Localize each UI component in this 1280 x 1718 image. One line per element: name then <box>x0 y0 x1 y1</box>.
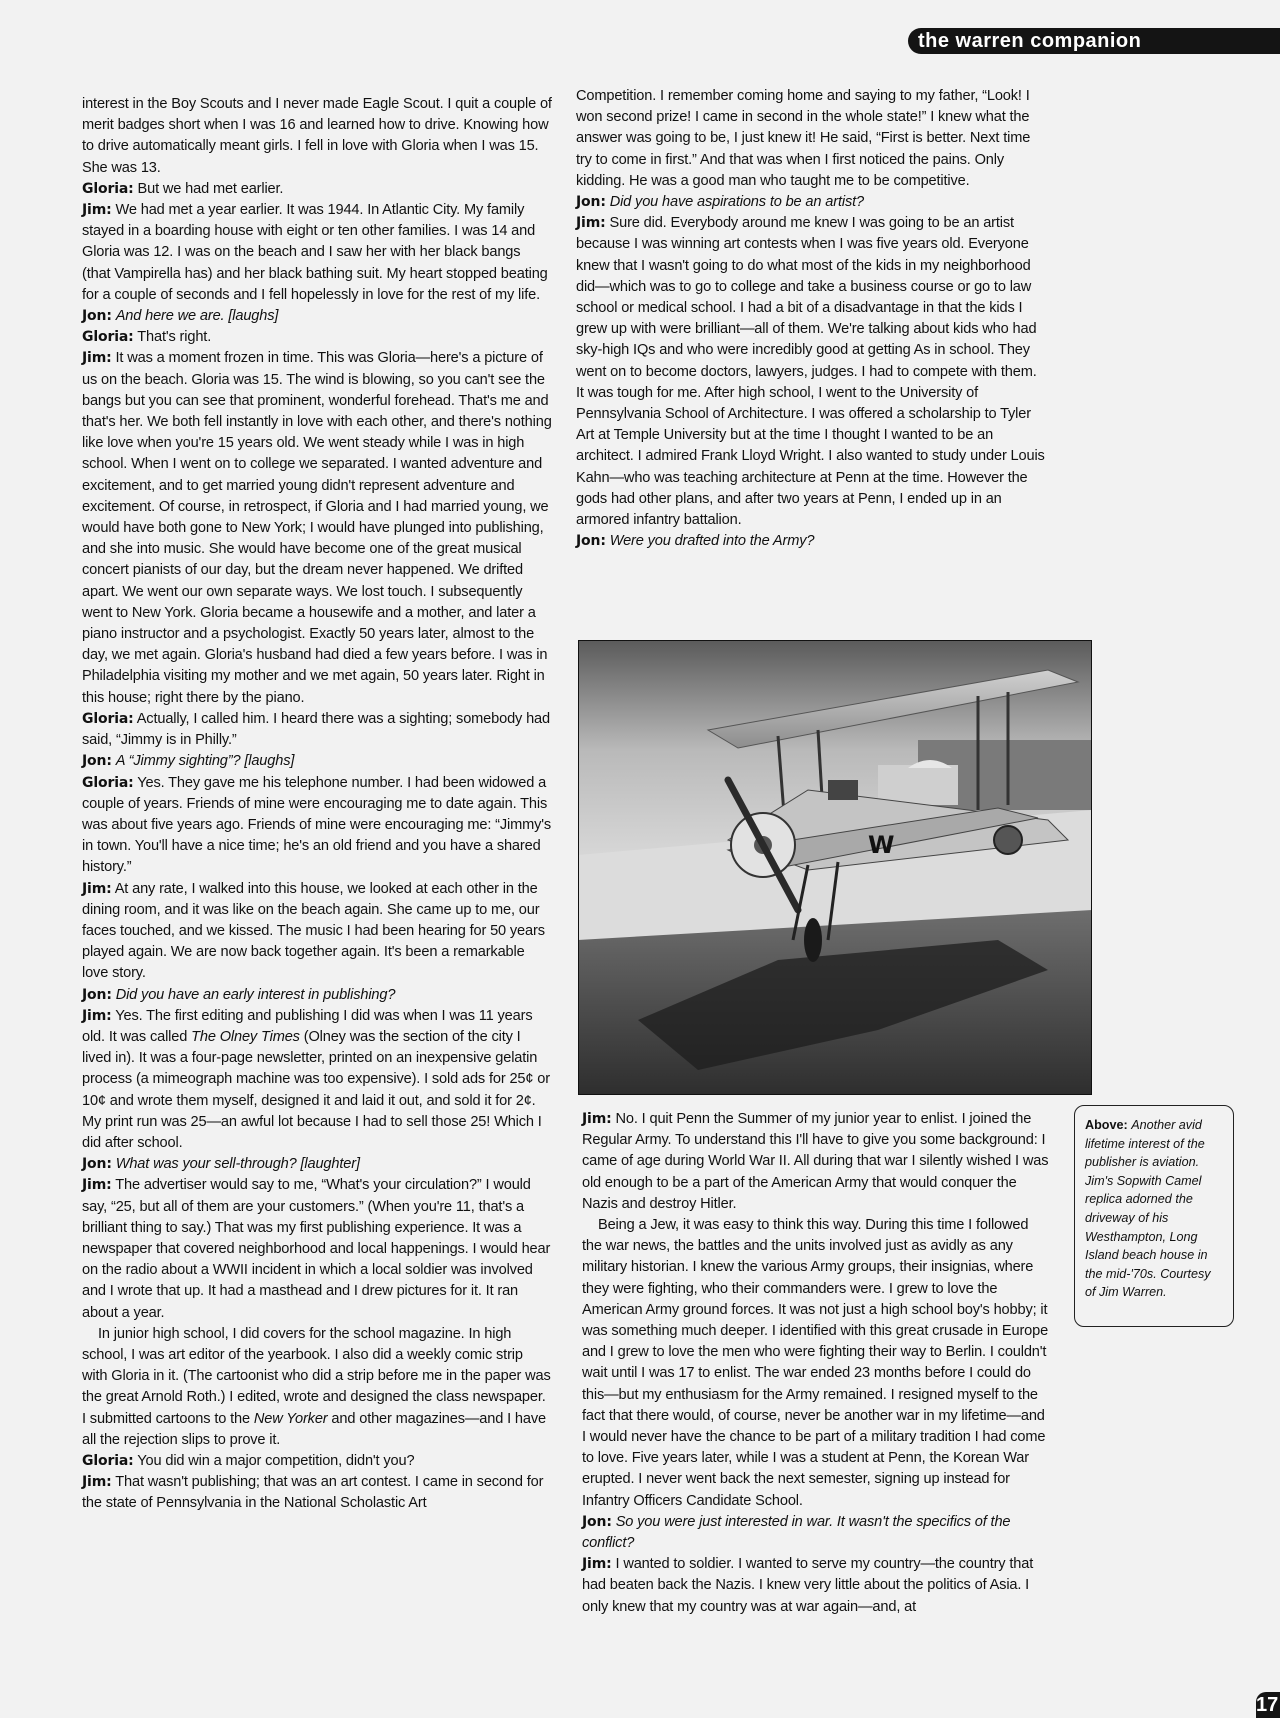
speaker-label: Gloria: <box>82 774 134 791</box>
paragraph-text: Actually, I called him. I heard there was a sighting; somebody had said, “Jimmy is in Philly.” <box>82 710 550 749</box>
cockpit <box>828 780 858 800</box>
caption-label: Above: <box>1085 1118 1128 1132</box>
speaker-label: Gloria: <box>82 1453 134 1469</box>
paragraph <box>82 1324 552 1451</box>
speaker-label: Jim: <box>82 880 112 897</box>
speaker-label: Jon: <box>82 753 112 770</box>
paragraph-text: That's right. <box>137 329 212 346</box>
question-text: And here we are. [laughs] <box>115 308 279 325</box>
publication-title: New Yorker <box>253 1410 328 1427</box>
paragraph <box>82 1175 552 1323</box>
paragraph-text: The advertiser would say to me, “What's your circulation?” I would say, “25, but all of them are your customers.” (When you're 11, that's a brilliant thing to say.) That was my first publishing experience. It was a newspaper that covered neighborhood and local happenings. I would hear on the radio about a WWII incident in which a local soldier was involved and I wrote that up. It had a masthead and I drew pictures for it. It ran about a year. <box>82 1177 551 1321</box>
photo-caption <box>1074 1105 1234 1327</box>
biplane-illustration <box>578 640 1092 1095</box>
paragraph <box>82 985 552 1006</box>
paragraph-text: and other magazines—and I have all the rejection slips to prove it. <box>82 1410 546 1448</box>
paragraph-text: It was a moment frozen in time. This was Gloria—here's a picture of us on the beach. Gloria was 15. The wind is blowing, so you can't see the bangs but you can see that prominent, wonderful forehead. That's me and that's her. We both fell instantly in love with each other, and there's nothing like love when you're 15 years old. We went steady while I was in high school. When I went on to college we separated. I wanted adventure and excitement, and to get married young didn't represent adventure and excitement. Of course, in retrospect, if Gloria and I had married young, we would have both gone to New York; I would have plunged into publishing, and she into music. She would have become one of the great musical concert pianists of our day, but the dream never happened. We drifted apart. We went our own separate ways. We lost touch. I subsequently went to New York. Gloria became a housewife and a mother, and later a piano instructor and a psychologist. Exactly 50 years later, almost to the day, we met again. Gloria's husband had died a few years before. I was in Philadelphia visiting my mother and we met again, 50 years later. Right in this house; right there by the piano. <box>82 350 552 706</box>
paragraph <box>582 1109 1052 1215</box>
paragraph <box>576 213 1046 531</box>
roundel <box>994 826 1022 854</box>
paragraph-text: At any rate, I walked into this house, we looked at each other in the dining room, and it was like on the beach again. She came up to me, our faces touched, and we kissed. The music I had been hearing for 50 years played again. We are now back together again. It's been a remarkable love story. <box>82 880 545 982</box>
paragraph-text: No. I quit Penn the Summer of my junior year to enlist. I joined the Regular Army. To understand this I'll have to give you some background: I came of age during World War II. All during that war I silently wished I was old enough to be a part of the American Army that would conquer the Nazis and destroy Hitler. <box>582 1111 1049 1212</box>
running-header-title: the warren companion <box>918 30 1142 52</box>
right-column-top <box>576 86 1046 552</box>
speaker-label: Jim: <box>82 202 112 219</box>
speaker-label: Jon: <box>582 1513 612 1530</box>
question-text: Did you have an early interest in publishing? <box>115 986 396 1003</box>
paragraph <box>576 531 1046 552</box>
paragraph <box>82 327 552 348</box>
speaker-label: Jon: <box>576 194 606 211</box>
page-number: 17 <box>1256 1694 1279 1716</box>
paragraph-text: Sure did. Everybody around me knew I was going to be an artist because I was winning art contests when I was five years old. Everyone knew that I wasn't going to do what most of the kids in my neighborhood did—which was to go to college and take a business course or go to law school or medical school. I had a bit of a disadvantage in that the kids I grew up with were brilliant—all of them. We're talking about kids who had sky-high IQs and who were incredibly good at getting As in school. They went on to become doctors, lawyers, judges. I had to compete with them. It was tough for me. After high school, I went to the University of Pennsylvania School of Architecture. I was offered a scholarship to Tyler Art at Temple University but at the time I thought I wanted to be an architect. I admired Frank Lloyd Wright. I also wanted to study under Louis Kahn—who was teaching architecture at Penn at the time. However the gods had other plans, and after two years at Penn, I ended up in an armored infantry battalion. <box>576 215 1045 529</box>
paragraph-text: But we had met earlier. <box>137 180 284 197</box>
speaker-label: Jon: <box>82 308 112 325</box>
aircraft-marking: W <box>868 831 895 859</box>
speaker-label: Jon: <box>576 533 606 550</box>
left-column <box>82 94 552 1515</box>
paragraph: interest in the Boy Scouts and I never made Eagle Scout. I quit a couple of merit badges short when I was 16 and learned how to drive. Knowing how to drive automatically meant girls. I fell in love with Gloria when I was 15. She was 13. <box>82 96 552 176</box>
paragraph <box>582 1554 1052 1618</box>
paragraph <box>576 192 1046 213</box>
speaker-label: Jon: <box>82 1156 112 1173</box>
paragraph <box>82 709 552 751</box>
speaker-label: Jim: <box>576 215 606 232</box>
paragraph <box>82 179 552 200</box>
question-text: What was your sell-through? [laughter] <box>115 1156 360 1173</box>
paragraph-text: In junior high school, I did covers for the school magazine. In high school, I was art editor of the yearbook. I also did a weekly comic strip with Gloria in it. (The cartoonist who did a strip before me in the paper was the great Arnold Roth.) I edited, wrote and designed the class newspaper. I submitted cartoons to the <box>82 1325 551 1427</box>
paragraph <box>82 773 552 879</box>
speaker-label: Jim: <box>82 1007 112 1024</box>
right-column-bottom <box>582 1109 1052 1618</box>
paragraph <box>82 306 552 327</box>
speaker-label: Jim: <box>82 1177 112 1194</box>
paragraph: Competition. I remember coming home and saying to my father, “Look! I won second prize! I came in second in the whole state!” I knew what the answer was going to be, I just knew it! He said, “First is better. Next time try to come in first.” And that was when I first noticed the pains. Only kidding. He was a good man who taught me to be competitive. <box>576 88 1031 189</box>
paragraph-text: I wanted to soldier. I wanted to serve my country—the country that had beaten back the Nazis. I knew very little about the politics of Asia. I only knew that my country was at war again—and, at <box>582 1556 1034 1615</box>
paragraph <box>82 200 552 306</box>
speaker-label: Jon: <box>82 986 112 1003</box>
wheel <box>804 918 822 962</box>
paragraph-text: Yes. They gave me his telephone number. I had been widowed a couple of years. Friends of mine were encouraging me to date again. This was about five years ago. Friends of mine were encouraging me: “Jimmy's in town. You'll have a nice time; he's an old friend and you have a shared history.” <box>82 774 552 876</box>
caption-text: Another avid lifetime interest of the publisher is aviation. Jim's Sopwith Camel replica adorned the driveway of his Westhampton, Long Island beach house in the mid-'70s. Courtesy of Jim Warren. <box>1085 1118 1211 1300</box>
paragraph <box>582 1512 1052 1554</box>
question-text: So you were just interested in war. It wasn't the specifics of the conflict? <box>582 1513 1011 1552</box>
paragraph <box>82 1154 552 1175</box>
publication-title: The Olney Times <box>191 1028 300 1045</box>
question-text: A “Jimmy sighting”? [laughs] <box>115 753 295 770</box>
speaker-label: Jim: <box>82 350 112 367</box>
paragraph <box>82 348 552 708</box>
speaker-label: Jim: <box>582 1111 612 1127</box>
speaker-label: Jim: <box>82 1474 112 1491</box>
speaker-label: Gloria: <box>82 710 134 727</box>
paragraph <box>82 751 552 772</box>
paragraph-text: You did win a major competition, didn't you? <box>137 1453 415 1469</box>
speaker-label: Gloria: <box>82 329 134 346</box>
paragraph <box>82 1451 552 1472</box>
paragraph-text: That wasn't publishing; that was an art contest. I came in second for the state of Pennsylvania in the National Scholastic Art <box>82 1474 544 1512</box>
paragraph <box>82 1006 552 1154</box>
question-text: Did you have aspirations to be an artist? <box>609 194 864 211</box>
speaker-label: Gloria: <box>82 180 134 197</box>
question-text: Were you drafted into the Army? <box>609 533 815 550</box>
background-building <box>878 765 958 805</box>
paragraph-text: Yes. The first editing and publishing I did was when I was 11 years old. It was called <box>82 1007 533 1045</box>
biplane-photo <box>578 640 1092 1095</box>
paragraph: Being a Jew, it was easy to think this way. During this time I followed the war news, the battles and the units involved just as avidly as any military historian. I knew the various Army groups, their insignias, where they were fighting, who their commanders were. I grew to love the American Army ground forces. It was not just a high school boy's hobby; it was something much deeper. I identified with this great crusade in Europe and I grew to love the men who were fighting their way to Berlin. I couldn't wait until I was 17 to enlist. The war ended 23 months before I could do this—but my enthusiasm for the Army remained. I resigned myself to the fact that there would, of course, never be another war in my lifetime—and I would never have the chance to be part of a military tradition I had come to love. Five years later, while I was a student at Penn, the Korean War erupted. I never went back the next semester, signing up instead for Infantry Officers Candidate School. <box>582 1217 1049 1509</box>
speaker-label: Jim: <box>582 1556 612 1573</box>
paragraph-text: (Olney was the section of the city I lived in). It was a four-page newsletter, printed on an inexpensive gelatin process (a mimeograph machine was too expensive). I sold ads for 25¢ or 10¢ and wrote them myself, designed it and laid it out, and sold it for 2¢. My print run was 25—an awful lot because I had to sell those 25! Which I did after school. <box>82 1028 550 1151</box>
paragraph <box>82 879 552 985</box>
paragraph <box>82 1472 552 1514</box>
paragraph-text: We had met a year earlier. It was 1944. In Atlantic City. My family stayed in a boarding house with eight or ten other families. I was 14 and Gloria was 12. I was on the beach and I saw her with her black bangs (that Vampirella has) and her black bathing suit. My heart stopped beating for a couple of seconds and I fell hopelessly in love for the rest of my life. <box>82 202 548 303</box>
